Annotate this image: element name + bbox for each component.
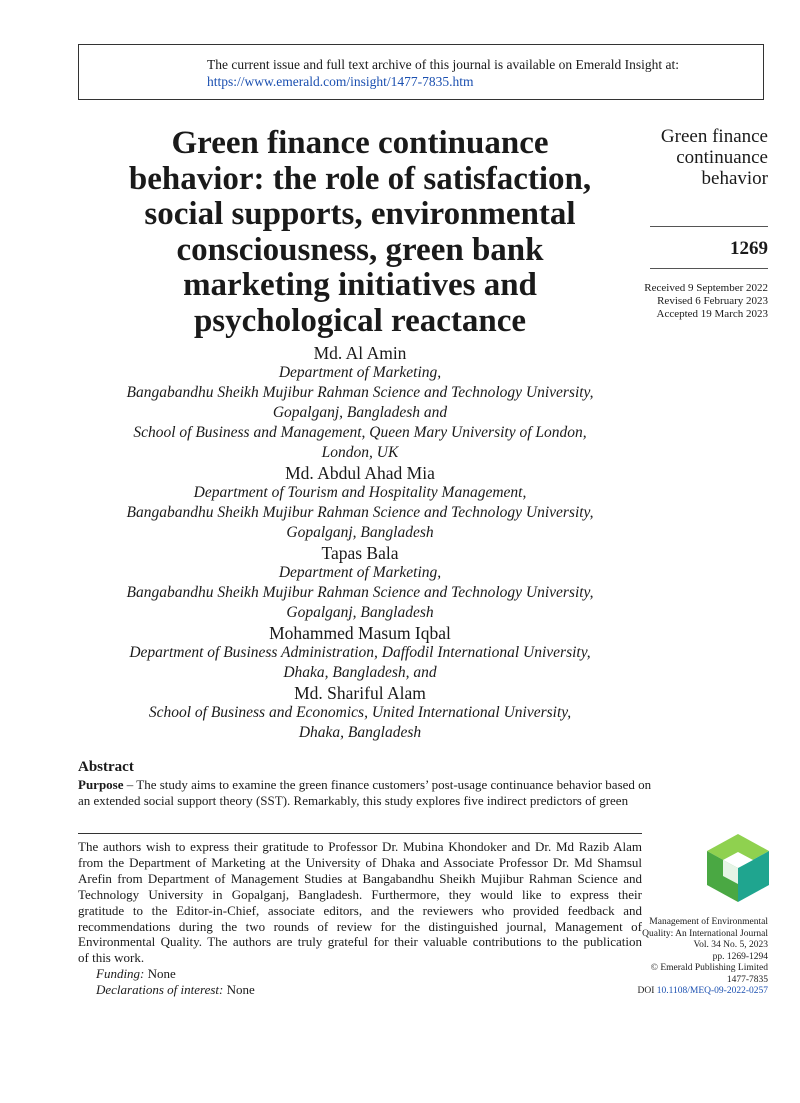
title-line: consciousness, green bank [176, 231, 544, 268]
doi-line [637, 986, 768, 998]
author-name: Tapas Bala [321, 543, 399, 563]
author-affiliation: Bangabandhu Sheikh Mujibur Rahman Science and Technology University, [126, 384, 594, 401]
author-affiliation: Department of Marketing, [278, 564, 442, 581]
author-affiliation: London, UK [321, 444, 399, 461]
declarations-label: Declarations of interest: [96, 982, 224, 998]
article-title [78, 126, 642, 339]
author-affiliation: School of Business and Economics, United International University, [148, 704, 572, 721]
declarations-statement [78, 982, 642, 998]
received-date: Received 9 September 2022 [644, 282, 768, 294]
abstract-line [78, 777, 652, 793]
footnote-line: Technology University in Gopalganj, Bangladesh. Furthermore, they would like to express their [78, 886, 642, 902]
footnote-line: Environmental Quality. The authors are truly grateful for their valuable contributions to the publication [78, 934, 642, 950]
journal-url-link[interactable]: https://www.emerald.com/insight/1477-7835.htm [207, 74, 474, 89]
funding-value: None [144, 966, 176, 982]
funding-statement [78, 966, 642, 982]
author-affiliation: Dhaka, Bangladesh [298, 724, 422, 741]
abstract-text [78, 777, 652, 809]
author-affiliation: Gopalganj, Bangladesh [286, 524, 434, 541]
doi-label: DOI [637, 986, 657, 996]
purpose-label: Purpose [78, 777, 124, 792]
margin-rule [650, 268, 768, 269]
notice-text: The current issue and full text archive of this journal is available on Emerald Insight at: [207, 57, 679, 72]
footnote-rule [78, 833, 642, 834]
footnote-line: of this work. [78, 950, 145, 966]
journal-volume: Vol. 34 No. 5, 2023 [693, 940, 768, 950]
abstract-heading: Abstract [78, 759, 134, 775]
title-line: Green finance continuance [171, 125, 549, 161]
running-head-line: continuance [676, 147, 768, 168]
abstract-line: an extended social support theory (SST). Remarkably, this study explores five indirect predictors of green [78, 793, 629, 808]
author-name: Mohammed Masum Iqbal [269, 623, 451, 643]
title-line: behavior: the role of satisfaction, [128, 160, 592, 197]
author-name: Md. Shariful Alam [294, 683, 426, 703]
footnote-line: recommendations during the two rounds of review for the distinguished journal, Management of [78, 918, 642, 934]
author-affiliation: Department of Business Administration, Daffodil International University, [129, 644, 591, 661]
author-affiliation: Department of Tourism and Hospitality Management, [193, 484, 527, 501]
declarations-value: None [223, 982, 255, 998]
journal-info [637, 917, 768, 998]
journal-notice-box [78, 44, 764, 100]
revised-date: Revised 6 February 2023 [657, 295, 768, 307]
footnote-line: The authors wish to express their gratitude to Professor Dr. Mubina Khondoker and Dr. Md Razib Alam [78, 839, 642, 854]
running-head [661, 126, 768, 189]
author-name: Md. Al Amin [313, 343, 407, 363]
author-affiliation: School of Business and Management, Queen Mary University of London, [133, 424, 587, 441]
author-affiliation: Department of Marketing, [278, 364, 442, 381]
accepted-date: Accepted 19 March 2023 [656, 308, 768, 320]
doi-link[interactable]: 10.1108/MEQ-09-2022-0257 [656, 986, 768, 996]
author-affiliation: Bangabandhu Sheikh Mujibur Rahman Science and Technology University, [126, 584, 594, 601]
footnote-line: from the Department of Marketing at the University of Dhaka and Associate Professor Dr. Md Shamsul [78, 854, 642, 870]
title-line: psychological reactance [193, 302, 527, 339]
footnote-line: gratitude to the Editor-in-Chief, associate editors, and the reviewers who provided feedback and [78, 902, 642, 918]
purpose-text: – The study aims to examine the green finance customers’ post-usage continuance behavior based on [123, 777, 652, 792]
margin-rule [650, 226, 768, 227]
author-affiliation: Dhaka, Bangladesh, and [283, 664, 437, 681]
journal-info-line: Management of Environmental [649, 917, 768, 927]
author-list [78, 343, 642, 743]
acknowledgement-footnote [78, 839, 642, 998]
funding-label: Funding: [96, 966, 145, 982]
author-name: Md. Abdul Ahad Mia [285, 463, 435, 483]
journal-info-line: Quality: An International Journal [642, 928, 768, 939]
author-affiliation: Gopalganj, Bangladesh [286, 604, 434, 621]
title-line: social supports, environmental [144, 196, 576, 232]
author-affiliation: Gopalganj, Bangladesh and [272, 404, 448, 421]
footnote-line: Arefin from Department of Management Studies at Bangabandhu Sheikh Mujibur Rahman Science and [78, 870, 642, 886]
issn: 1477-7835 [726, 974, 768, 985]
publisher-copyright: © Emerald Publishing Limited [650, 963, 768, 973]
running-head-line: behavior [701, 168, 768, 189]
article-history-dates [644, 282, 768, 321]
running-head-line: Green finance [660, 126, 768, 147]
title-line: marketing initiatives and [183, 267, 537, 303]
page-number: 1269 [730, 238, 768, 259]
author-affiliation: Bangabandhu Sheikh Mujibur Rahman Science and Technology University, [126, 504, 594, 521]
journal-pages: pp. 1269-1294 [712, 951, 768, 962]
emerald-logo-icon [705, 832, 771, 904]
